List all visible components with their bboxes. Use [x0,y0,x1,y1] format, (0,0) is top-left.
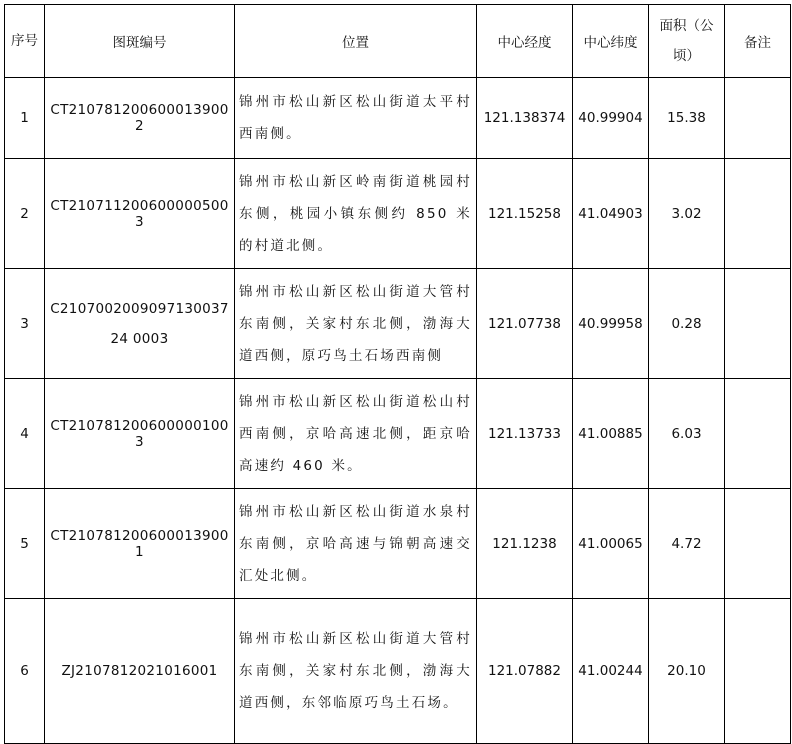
cell-location: 锦州市松山新区松山街道松山村西南侧，京哈高速北侧，距京哈高速约 460 米。 [235,379,477,489]
cell-seq: 6 [5,599,45,744]
cell-note [725,599,791,744]
cell-seq: 1 [5,78,45,159]
cell-latitude: 40.99958 [573,269,649,379]
table-row [5,379,791,489]
cell-latitude: 41.00244 [573,599,649,744]
header-area: 面积（公顷） [649,5,725,78]
cell-area: 3.02 [649,159,725,269]
cell-longitude: 121.1238 [477,489,573,599]
cell-note [725,269,791,379]
cell-id: CT2107812006000139002 [45,78,235,159]
cell-note [725,159,791,269]
cell-longitude: 121.15258 [477,159,573,269]
cell-seq: 4 [5,379,45,489]
cell-seq: 5 [5,489,45,599]
cell-latitude: 40.99904 [573,78,649,159]
cell-id: CT2107112006000005003 [45,159,235,269]
cell-note [725,489,791,599]
cell-longitude: 121.07738 [477,269,573,379]
cell-id: CT2107812006000001003 [45,379,235,489]
cell-location: 锦州市松山新区松山街道大管村东南侧，关家村东北侧，渤海大道西侧，东邻临原巧鸟土石场。 [235,599,477,744]
cell-note [725,78,791,159]
cell-latitude: 41.00065 [573,489,649,599]
cell-location: 锦州市松山新区岭南街道桃园村东侧，桃园小镇东侧约 850 米的村道北侧。 [235,159,477,269]
header-seq: 序号 [5,5,45,78]
cell-location: 锦州市松山新区松山街道水泉村东南侧，京哈高速与锦朝高速交汇处北侧。 [235,489,477,599]
table-row [5,78,791,159]
patch-table [4,4,791,744]
header-longitude: 中心经度 [477,5,573,78]
cell-location: 锦州市松山新区松山街道大管村东南侧，关家村东北侧，渤海大道西侧，原巧鸟土石场西南侧 [235,269,477,379]
cell-area: 6.03 [649,379,725,489]
table-row [5,269,791,379]
table-row [5,489,791,599]
header-location: 位置 [235,5,477,78]
cell-id: ZJ2107812021016001 [45,599,235,744]
cell-area: 15.38 [649,78,725,159]
header-note: 备注 [725,5,791,78]
cell-location: 锦州市松山新区松山街道太平村西南侧。 [235,78,477,159]
cell-area: 20.10 [649,599,725,744]
cell-note [725,379,791,489]
cell-latitude: 41.04903 [573,159,649,269]
header-row [5,5,791,78]
header-latitude: 中心纬度 [573,5,649,78]
cell-area: 0.28 [649,269,725,379]
cell-area: 4.72 [649,489,725,599]
cell-seq: 2 [5,159,45,269]
cell-seq: 3 [5,269,45,379]
cell-latitude: 41.00885 [573,379,649,489]
table-row [5,159,791,269]
cell-id: CT2107812006000139001 [45,489,235,599]
header-id: 图斑编号 [45,5,235,78]
cell-id: C210700200909713003724 0003 [45,269,235,379]
cell-longitude: 121.138374 [477,78,573,159]
cell-longitude: 121.07882 [477,599,573,744]
table-row [5,599,791,744]
cell-longitude: 121.13733 [477,379,573,489]
